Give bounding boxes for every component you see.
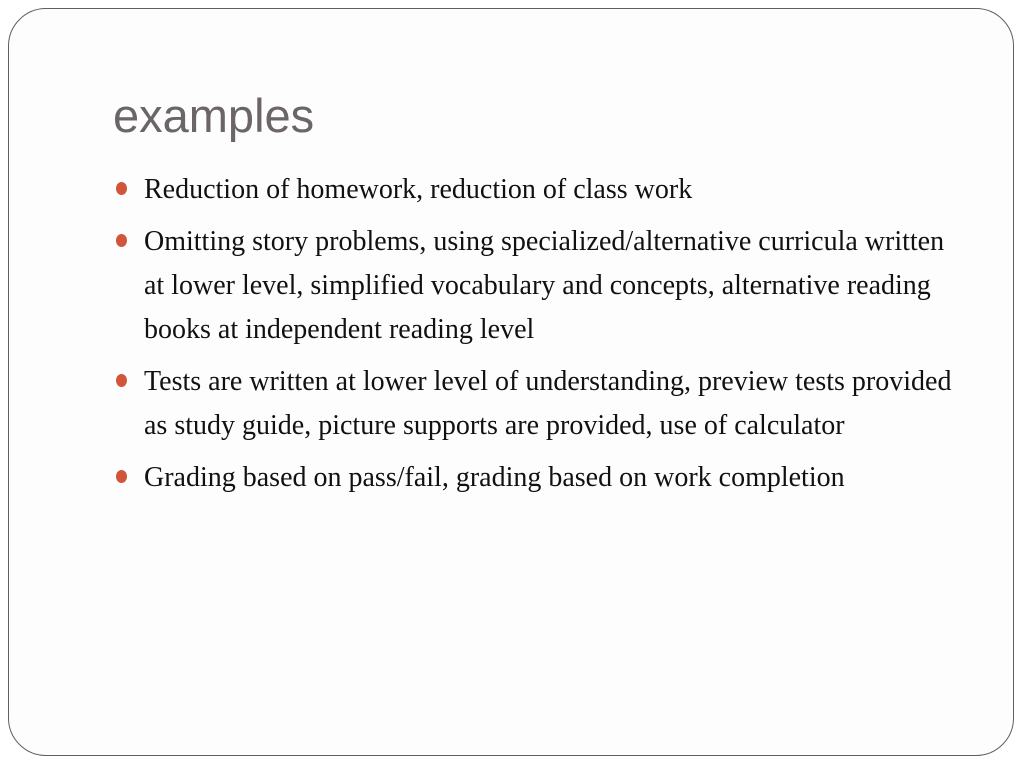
bullet-item	[113, 220, 963, 352]
bullet-list	[113, 168, 963, 508]
slide-title: examples	[113, 89, 315, 142]
bullet-text: Tests are written at lower level of understanding, preview tests provided as study guide, picture supports are provided, use of calculator	[144, 366, 952, 441]
bullet-text: Reduction of homework, reduction of class work	[144, 174, 693, 205]
bullet-item	[113, 456, 963, 500]
bullet-item	[113, 168, 963, 212]
bullet-text: Omitting story problems, using specialized/alternative curricula written at lower level, simplified vocabulary and concepts, alternative reading books at independent reading level	[144, 226, 945, 345]
bullet-item	[113, 360, 963, 448]
bullet-dot-icon	[116, 470, 127, 483]
bullet-text: Grading based on pass/fail, grading based on work completion	[144, 462, 845, 493]
bullet-dot-icon	[116, 182, 127, 195]
bullet-dot-icon	[116, 374, 127, 387]
bullet-dot-icon	[116, 234, 127, 247]
